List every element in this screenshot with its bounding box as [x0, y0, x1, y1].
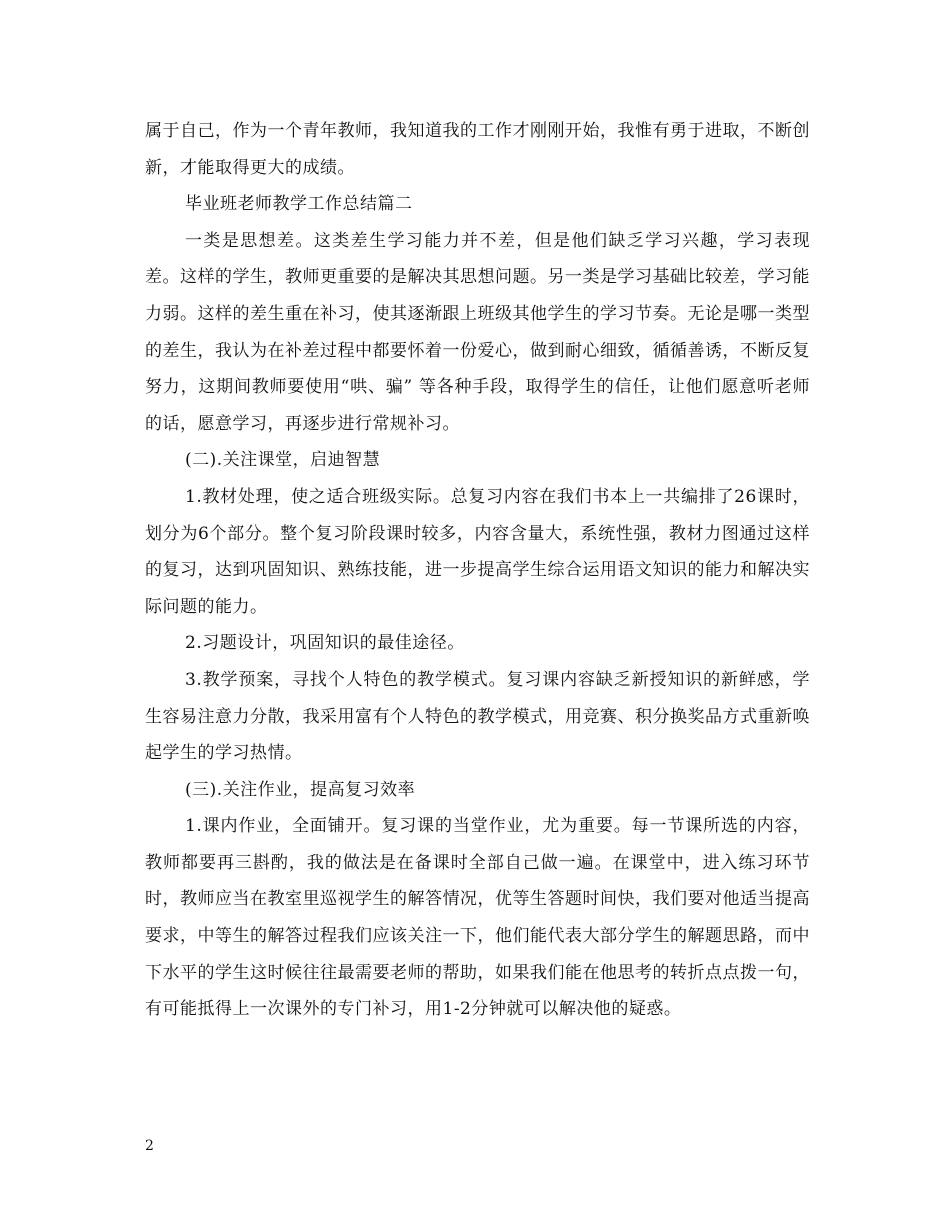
subheading-homework-focus: (三).关注作业，提高复习效率	[185, 779, 416, 800]
paragraph-exercise-design: 2.习题设计，巩固知识的最佳途径。	[185, 633, 465, 654]
subheading-classroom-focus: (二).关注课堂，启迪智慧	[185, 450, 381, 471]
paragraph-textbook-handling: 1.教材处理，使之适合班级实际。总复习内容在我们书本上一共编排了26课时，划分为6个部分。整个复习阶段课时较多，内容含量大，系统性强，教材力图通过这样的复习，达到巩固知识、熟练技能，进一步提高学生综合运用语文知识的能力和解决实际问题的能力。	[145, 486, 810, 617]
paragraph-teaching-plan: 3.教学预案，寻找个人特色的教学模式。复习课内容缺乏新授知识的新鲜感，学生容易注意力分散，我采用富有个人特色的教学模式，用竞赛、积分换奖品方式重新唤起学生的学习热情。	[145, 669, 810, 764]
paragraph-classwork: 1.课内作业，全面铺开。复习课的当堂作业，尤为重要。每一节课所选的内容，教师都要再三斟酌，我的做法是在备课时全部自己做一遍。在课堂中，进入练习环节时，教师应当在教室里巡视学生的解答情况，优等生答题时间快，我们要对他适当提高要求，中等生的解答过程我们应该关注一下，他们能代表大部分学生的解题思路，而中下水平的学生这时候往往最需要老师的帮助，如果我们能在他思考的转折点点拨一句，有可能抵得上一次课外的专门补习，用1-2分钟就可以解决他的疑惑。	[145, 816, 810, 1020]
paragraph-intro-continuation: 属于自己，作为一个青年教师，我知道我的工作才刚刚开始，我惟有勇于进取，不断创新，才能取得更大的成绩。	[145, 121, 810, 178]
paragraph-student-types: 一类是思想差。这类差生学习能力并不差，但是他们缺乏学习兴趣，学习表现差。这样的学生，教师更重要的是解决其思想问题。另一类是学习基础比较差，学习能力弱。这样的差生重在补习，使其逐渐跟上班级其他学生的学习节奏。无论是哪一类型的差生，我认为在补差过程中都要怀着一份爱心，做到耐心细致，循循善诱，不断反复努力，这期间教师要使用“哄、骗” 等各种手段，取得学生的信任，让他们愿意听老师的话，愿意学习，再逐步进行常规补习。	[145, 230, 810, 434]
section-heading-part-two: 毕业班老师教学工作总结篇二	[185, 194, 413, 215]
document-body	[145, 113, 810, 1028]
page-number: 2	[145, 1138, 154, 1154]
